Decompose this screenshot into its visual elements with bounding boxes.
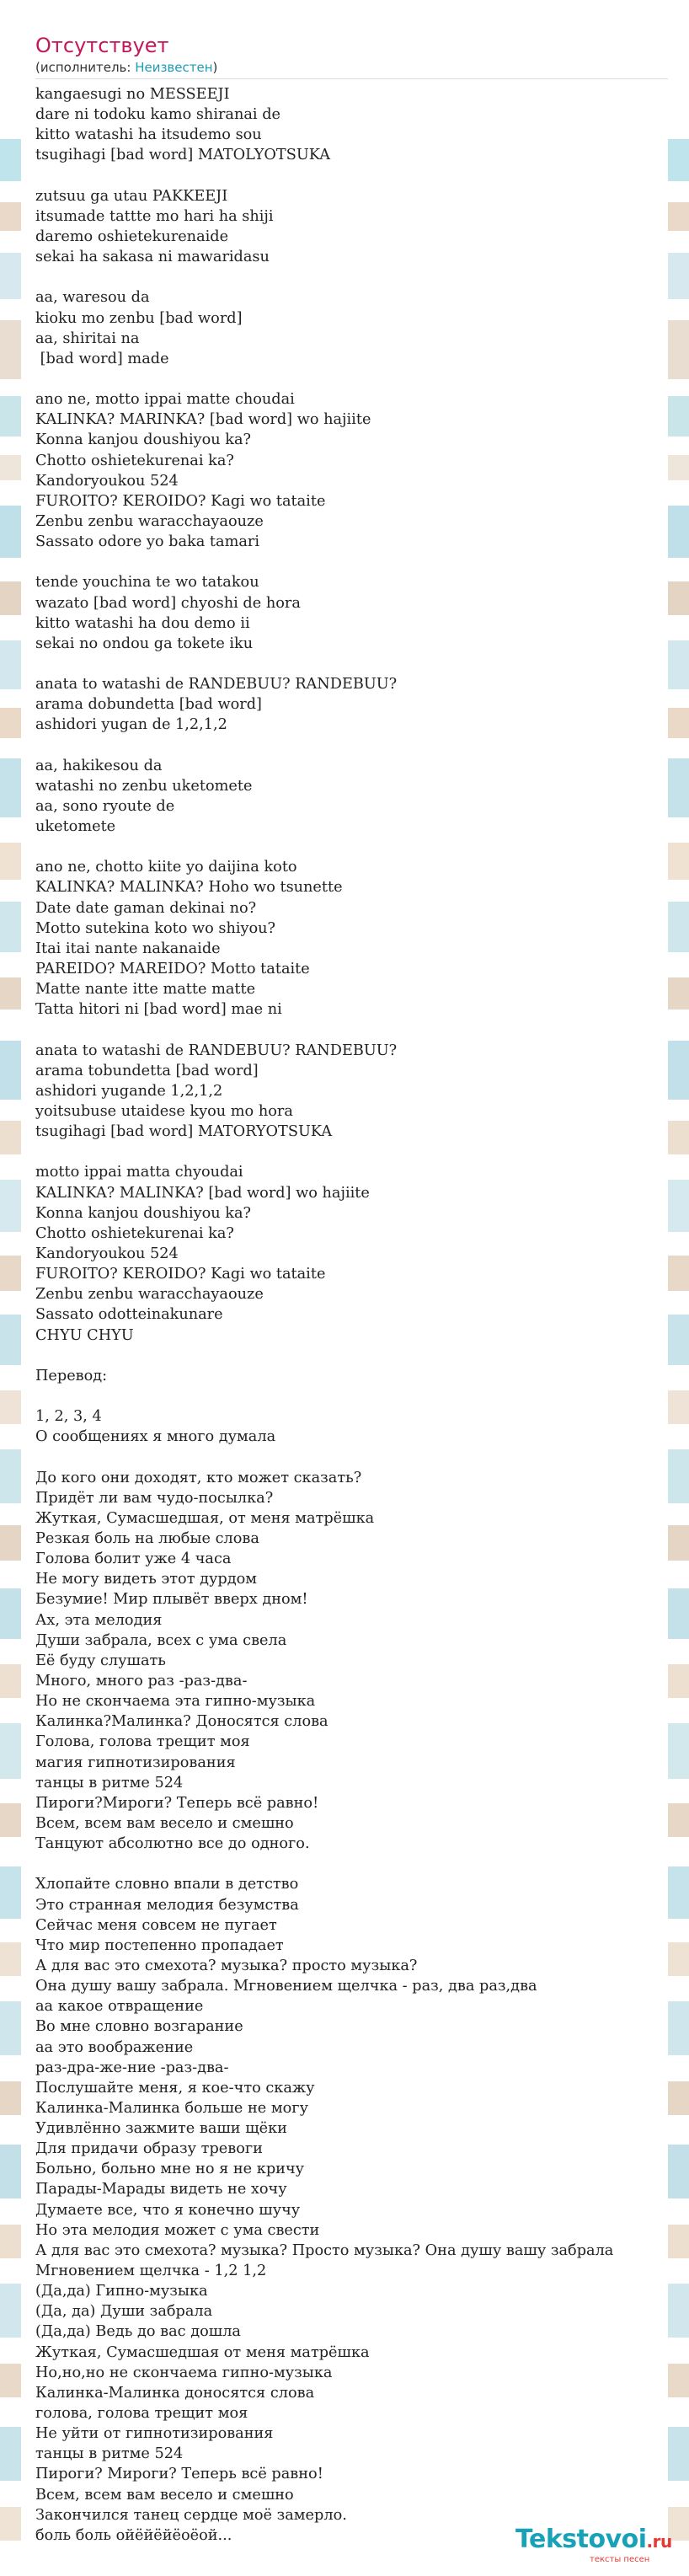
logo-name: Tekstovoi <box>515 2525 647 2554</box>
song-title: Отсутствует <box>35 34 169 57</box>
artist-suffix: ) <box>212 60 218 75</box>
artist-line <box>35 59 217 76</box>
divider <box>35 78 668 79</box>
logo-wordmark <box>515 2523 672 2558</box>
lyrics-text: kangaesugi no MESSEEJI dare ni todoku kamo shiranai de kitto watashi ha itsudemo sou tsugihagi [bad word] MATOLYOTSUKA zutsuu ga utau PAKKEEJI itsumade tattte mo hari ha shiji daremo oshietekurenaide sekai ha sakasa ni mawaridasu aa, waresou da kioku mo zenbu [bad word] aa, shiritai na [bad word] made ano ne, motto ippai matte choudai KALINKA? MARINKA? [bad word] wo hajiite Konna kanjou doushiyou ka? Chotto oshietekurenai ka? Kandoryoukou 524 FUROITO? KEROIDO? Kagi wo tataite Zenbu zenbu waracchayaouze Sassato odore yo baka tamari tende youchina te wo tatakou wazato [bad word] chyoshi de hora kitto watashi ha dou demo ii sekai no ondou ga tokete iku anata to watashi de RANDEBUU? RANDEBUU? arama dobundetta [bad word] ashidori yugan de 1,2,1,2 aa, hakikesou da watashi no zenbu uketomete aa, sono ryoute de uketomete ano ne, chotto kiite yo daijina koto KALINKA? MALINKA? Hoho wo tsunette Date date gaman dekinai no? Motto sutekina koto wo shiyou? Itai itai nante nakanaide PAREIDO? MAREIDO? Motto tataite Matte nante itte matte matte Tatta hitori ni [bad word] mae ni anata to watashi de RANDEBUU? RANDEBUU? arama tobundetta [bad word] ashidori yugande 1,2,1,2 yoitsubuse utaidese kyou mo hora tsugihagi [bad word] MATORYOTSUKA motto ippai matta chyoudai KALINKA? MALINKA? [bad word] wo hajiite Konna kanjou doushiyou ka? Chotto oshietekurenai ka? Kandoryoukou 524 FUROITO? KEROIDO? Kagi wo tataite Zenbu zenbu waracchayaouze Sassato odotteinakunare CHYU CHYU Перевод: 1, 2, 3, 4 О сообщениях я много думала До кого они доходят, кто может сказать? Придёт ли вам чудо-посылка? Жуткая, Сумасшедшая, от меня матрёшка Резкая боль на любые слова Голова болит уже 4 часа Не могу видеть этот дурдом Безумие! Мир плывёт вверх дном! Ах, эта мелодия Души забрала, всех с ума свела Её буду слушать Много, много раз -раз-два- Но не скончаема эта гипно-музыка Калинка?Малинка? Доносятся слова Голова, голова трещит моя магия гипнотизирования танцы в ритме 524 Пироги?Мироги? Теперь всё равно! Всем, всем вам весело и смешно Танцуют абсолютно все до одного. Хлопайте словно впали в детство Это странная мелодия безумства Сейчас меня совсем не пугает Что мир постепенно пропадает А для вас это смехота? музыка? просто музыка? Она душу вашу забрала. Мгновением щелчка - раз, два раз,два аа какое отвращение Во мне словно возгарание аа это воображение раз-дра-же-ние -раз-два- Послушайте меня, я кое-что скажу Калинка-Малинка больше не могу Удивлённо зажмите ваши щёки Для придачи образу тревоги Больно, больно мне но я не кричу Парады-Марады видеть не хочу Думаете все, что я конечно шучу Но эта мелодия может с ума свести А для вас это смехота? музыка? Просто музыка? Она душу вашу забрала Мгновением щелчка - 1,2 1,2 (Да,да) Гипно-музыка (Да, да) Души забрала (Да,да) Ведь до вас дошла Жуткая, Сумасшедшая от меня матрёшка Но,но,но не скончаема гипно-музыка Калинка-Малинка доносятся слова голова, голова трещит моя Не уйти от гипнотизирования танцы в ритме 524 Пироги? Мироги? Теперь всё равно! Всем, всем вам весело и смешно Закончился танец сердце моё замерло. боль боль ойёйёйёоёой... <box>35 86 614 2544</box>
artist-link[interactable]: Неизвестен <box>135 60 213 75</box>
site-logo[interactable] <box>515 2523 688 2570</box>
artist-prefix: (исполнитель: <box>35 60 136 75</box>
content-panel <box>21 0 672 2576</box>
logo-tagline: тексты песен <box>590 2555 650 2564</box>
logo-tld: .ru <box>646 2531 672 2552</box>
